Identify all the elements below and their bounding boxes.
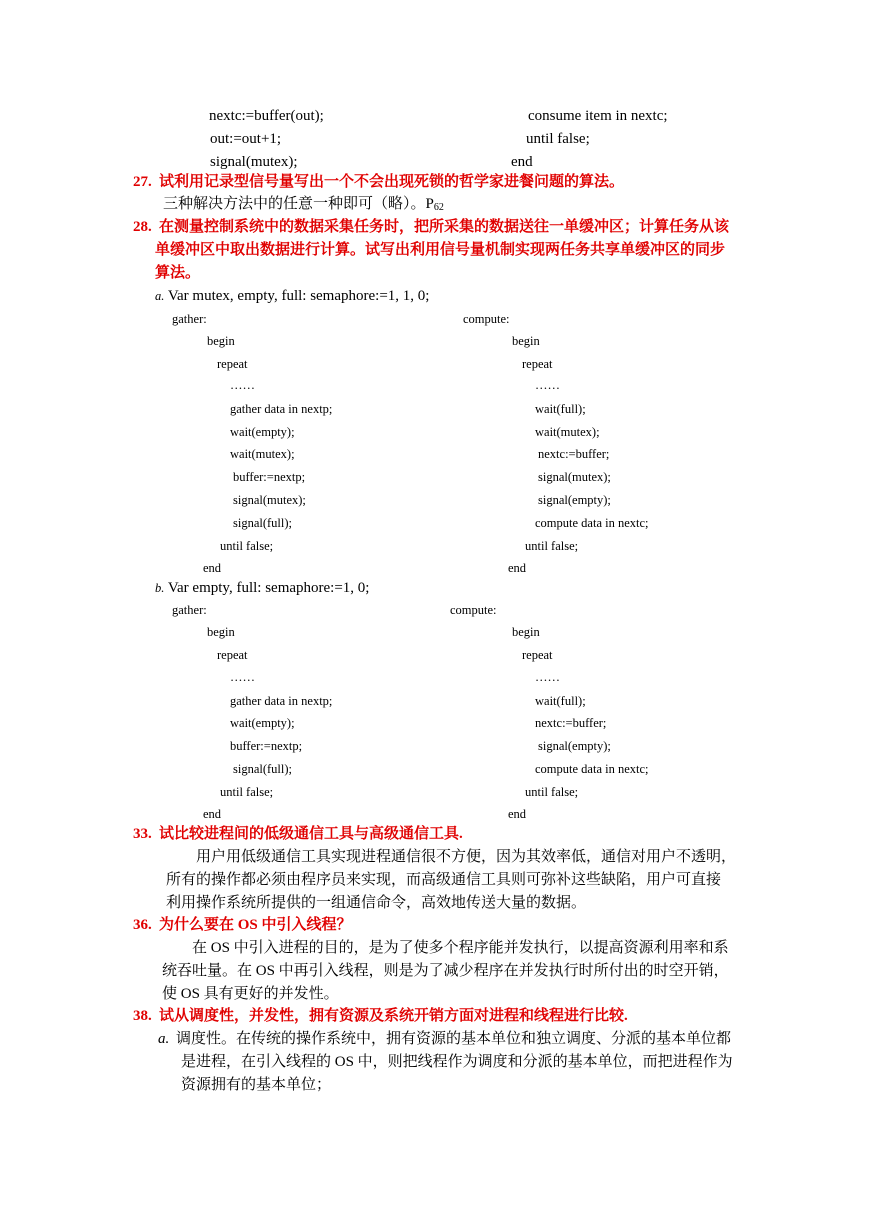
question-title-28-line-3: 算法。 (155, 265, 201, 281)
code-line: buffer:=nextp; (230, 739, 303, 753)
code-line: out:=out+1; (210, 131, 282, 147)
question-title-27: 试利用记录型信号量写出一个不会出现死锁的哲学家进餐问题的算法。 (159, 174, 625, 190)
code-line: repeat (522, 357, 553, 371)
code-line: nextc:=buffer(out); (209, 108, 324, 124)
answer-27: 三种解决方法中的任意一种即可（略）。$P_{62}$ (163, 196, 444, 213)
code-line: gather data in nextp; (230, 694, 333, 708)
question-title-28-line-1: 在测量控制系统中的数据采集任务时，把所采集的数据送往一单缓冲区；计算任务从该 (159, 219, 730, 235)
code-line: until false; (525, 785, 579, 799)
decl-b: b. Var empty, full: semaphore:=1, 0; (155, 580, 370, 596)
code-line: end (203, 561, 222, 575)
code-line: gather data in nextp; (230, 402, 333, 416)
answer-36-line-3: 使 OS 具有更好的并发性。 (162, 986, 339, 1002)
code-line: begin (512, 625, 540, 639)
code-line: signal(empty); (538, 493, 611, 507)
answer-38a-line-1: 调度性。在传统的操作系统中，拥有资源的基本单位和独立调度、分派的基本单位都 (176, 1031, 732, 1047)
code-line: wait(full); (535, 402, 586, 416)
compute-label-b: compute: (450, 603, 497, 617)
code-line: …… (535, 670, 560, 684)
code-line: signal(mutex); (538, 470, 611, 484)
code-line: buffer:=nextp; (233, 470, 306, 484)
code-line: end (508, 807, 527, 821)
answer-36-line-2: 统吞吐量。在 OS 中再引入线程，则是为了减少程序在并发执行时所付出的时空开销， (162, 963, 729, 979)
answer-38a-line-3: 资源拥有的基本单位； (181, 1077, 332, 1093)
code-line: signal(full); (233, 762, 293, 776)
question-number-27: 27. (133, 174, 152, 190)
question-title-28-line-2: 单缓冲区中取出数据进行计算。试写出利用信号量机制实现两任务共享单缓冲区的同步 (155, 242, 726, 258)
code-line: signal(mutex); (233, 493, 306, 507)
code-line: repeat (522, 648, 553, 662)
code-line: until false; (526, 131, 590, 147)
decl-a: a. Var mutex, empty, full: semaphore:=1, 1, 0; (155, 288, 430, 304)
code-line: begin (207, 625, 235, 639)
code-line: signal(full); (233, 516, 293, 530)
code-line: wait(mutex); (535, 425, 600, 439)
answer-33-line-1: 用户用低级通信工具实现进程通信很不方便，因为其效率低，通信对用户不透明， (196, 849, 737, 865)
code-line: …… (535, 378, 560, 392)
code-line: until false; (220, 539, 274, 553)
gather-label-a: gather: (172, 312, 207, 326)
answer-33-line-2: 所有的操作都必须由程序员来实现，而高级通信工具则可弥补这些缺陷，用户可直接 (166, 872, 722, 888)
code-line: end (511, 154, 533, 170)
answer-33-line-3: 利用操作系统所提供的一组通信命令，高效地传送大量的数据。 (166, 895, 587, 911)
compute-label-a: compute: (463, 312, 510, 326)
question-title-38: 试从调度性，并发性，拥有资源及系统开销方面对进程和线程进行比较. (159, 1008, 628, 1024)
answer-38a-line-2: 是进程，在引入线程的 OS 中，则把线程作为调度和分派的基本单位，而把进程作为 (181, 1054, 733, 1070)
code-line: compute data in nextc; (535, 516, 649, 530)
list-marker-a: a. (158, 1031, 170, 1047)
code-line: until false; (525, 539, 579, 553)
code-line: nextc:=buffer; (535, 716, 607, 730)
code-line: nextc:=buffer; (538, 447, 610, 461)
code-line: …… (230, 378, 255, 392)
code-line: wait(mutex); (230, 447, 295, 461)
code-line: wait(empty); (230, 716, 295, 730)
code-line: begin (512, 334, 540, 348)
question-number-36: 36. (133, 917, 152, 933)
question-number-28: 28. (133, 219, 152, 235)
code-line: …… (230, 670, 255, 684)
question-number-38: 38. (133, 1008, 152, 1024)
code-line: repeat (217, 648, 248, 662)
code-line: consume item in nextc; (528, 108, 668, 124)
question-title-36: 为什么要在 OS 中引入线程？ (159, 917, 352, 933)
code-line: compute data in nextc; (535, 762, 649, 776)
gather-label-b: gather: (172, 603, 207, 617)
code-line: repeat (217, 357, 248, 371)
code-line: wait(full); (535, 694, 586, 708)
answer-36-line-1: 在 OS 中引入进程的目的，是为了使多个程序能并发执行，以提高资源利用率和系 (192, 940, 729, 956)
code-line: wait(empty); (230, 425, 295, 439)
code-line: signal(empty); (538, 739, 611, 753)
question-title-33: 试比较进程间的低级通信工具与高级通信工具. (159, 826, 463, 842)
question-number-33: 33. (133, 826, 152, 842)
code-line: end (508, 561, 527, 575)
code-line: until false; (220, 785, 274, 799)
code-line: begin (207, 334, 235, 348)
code-line: signal(mutex); (210, 154, 298, 170)
code-line: end (203, 807, 222, 821)
